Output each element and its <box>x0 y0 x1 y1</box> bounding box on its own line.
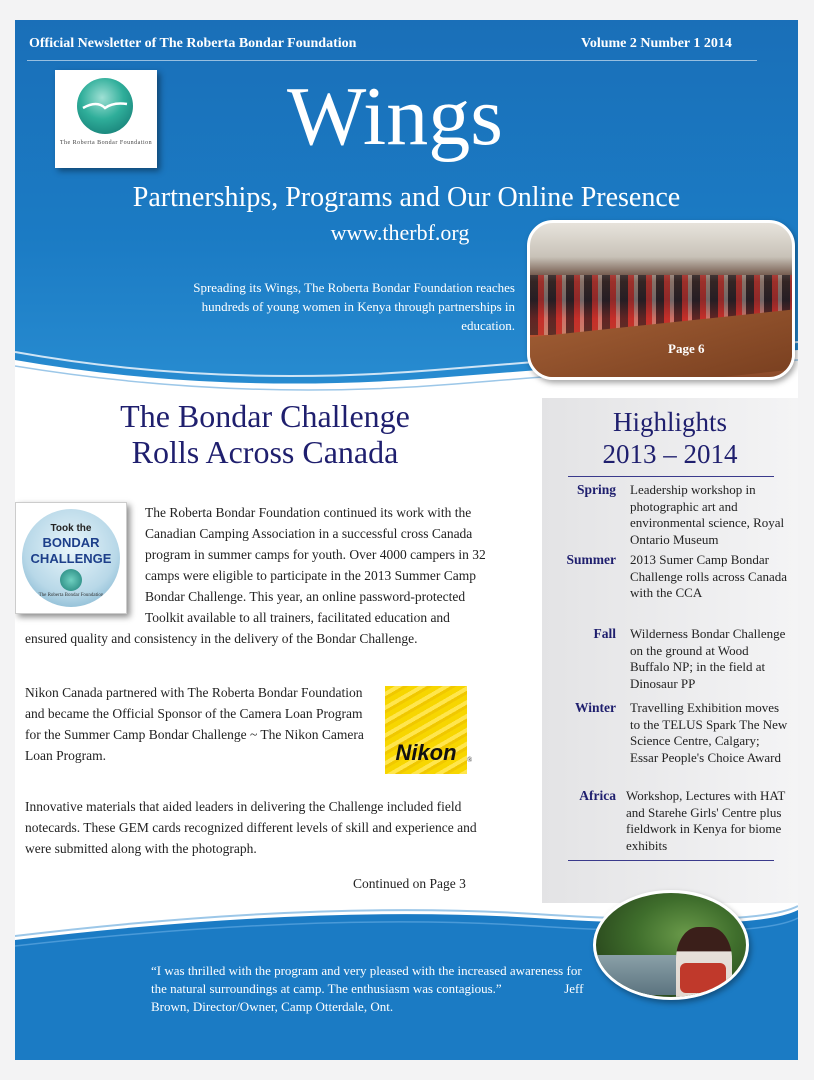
registered-mark-icon: ® <box>467 756 473 764</box>
continued-link[interactable]: Continued on Page 3 <box>353 876 466 891</box>
masthead <box>15 20 798 415</box>
highlights-title <box>542 406 798 470</box>
highlight-text: Wilderness Bondar Challenge on the ground at Wood Buffalo NP; in the field at Dinosaur PP <box>630 626 786 691</box>
newsletter-label: Official Newsletter of The Roberta Bondar Foundation <box>29 36 357 51</box>
highlight-season: Summer <box>566 552 616 567</box>
newsletter-page <box>15 20 798 1060</box>
highlights-title-line2: 2013 – 2014 <box>602 439 738 469</box>
camp-quote <box>151 962 591 1016</box>
article-title-line2: Rolls Across Canada <box>131 434 399 470</box>
logo-text: The Roberta Bondar Foundation <box>59 140 153 146</box>
article-paragraph-1-text: The Roberta Bondar Foundation continued its work with the Canadian Camping Association in a successful cross Canada program in summer camps for youth. Over 4000 campers in 32 camps were eligible to participate in the 2013 Summer Camp Bondar Challenge. This year, an online password-protected Toolkit available to all trainers, facilitated education and ensured quality and consistency in the delivery of the Bondar Challenge. <box>25 505 486 646</box>
highlight-season: Africa <box>579 788 616 803</box>
quote-attribution: Jeff Brown, Director/Owner, Camp Otterdale, Ont. <box>151 981 584 1014</box>
badge-line1: Took the <box>50 523 92 534</box>
quote-text: “I was thrilled with the program and very pleased with the increased awareness for the natural surroundings at camp. The enthusiasm was contagious.” <box>151 963 582 996</box>
badge-small-text: The Roberta Bondar Foundation <box>38 593 104 598</box>
article-paragraph-2: Nikon Canada partnered with The Roberta Bondar Foundation and became the Official Sponsor of the Camera Loan Program for the Summer Camp Bondar Challenge ~ The Nikon Camera Loan Program. <box>25 685 364 763</box>
badge-line3: CHALLENGE <box>30 551 112 566</box>
article-title <box>65 398 465 470</box>
bondar-challenge-badge <box>15 502 127 614</box>
highlight-text: Travelling Exhibition moves to the TELUS Spark The New Science Centre, Calgary; Essar People's Choice Award <box>630 700 788 765</box>
nikon-logo <box>385 686 467 774</box>
highlight-text: 2013 Sumer Camp Bondar Challenge rolls across Canada with the CCA <box>630 552 788 600</box>
masthead-divider <box>27 60 757 61</box>
volume-label: Volume 2 Number 1 2014 <box>581 36 732 51</box>
highlight-season: Spring <box>576 482 616 497</box>
website-link[interactable]: www.therbf.org <box>330 220 470 245</box>
highlight-season: Winter <box>575 700 616 715</box>
highlight-text: Leadership workshop in photographic art and environmental science, Royal Ontario Museum <box>630 482 785 547</box>
bird-logo-icon <box>77 78 133 134</box>
foundation-logo <box>55 70 157 168</box>
highlights-rule-top <box>568 476 774 477</box>
highlights-title-line1: Highlights <box>612 407 727 437</box>
newsletter-subtitle: Partnerships, Programs and Our Online Presence <box>132 182 681 213</box>
article-title-line1: The Bondar Challenge <box>120 398 410 434</box>
camp-photo <box>593 890 749 1000</box>
highlight-text: Workshop, Lectures with HAT and Starehe Girls' Centre plus fieldwork in Kenya for biome exhibits <box>626 788 786 853</box>
highlights-sidebar <box>542 398 798 903</box>
badge-logo-icon <box>60 569 82 591</box>
highlight-season: Fall <box>593 626 616 641</box>
page-reference: Page 6 <box>668 341 705 356</box>
kenya-teaser: Spreading its Wings, The Roberta Bondar Foundation reaches hundreds of young women in Kenya through partnerships in education. <box>193 280 515 333</box>
nikon-logo-text: Nikon <box>395 740 457 765</box>
kenya-classroom-photo <box>527 220 795 380</box>
highlights-rule-bottom <box>568 860 774 861</box>
article-paragraph-3: Innovative materials that aided leaders in delivering the Challenge included field notecards. These GEM cards recognized different levels of skill and experience and were submitted along with the photograph. <box>25 799 477 856</box>
newsletter-title: Wings <box>287 70 503 163</box>
badge-line2: BONDAR <box>42 535 100 550</box>
